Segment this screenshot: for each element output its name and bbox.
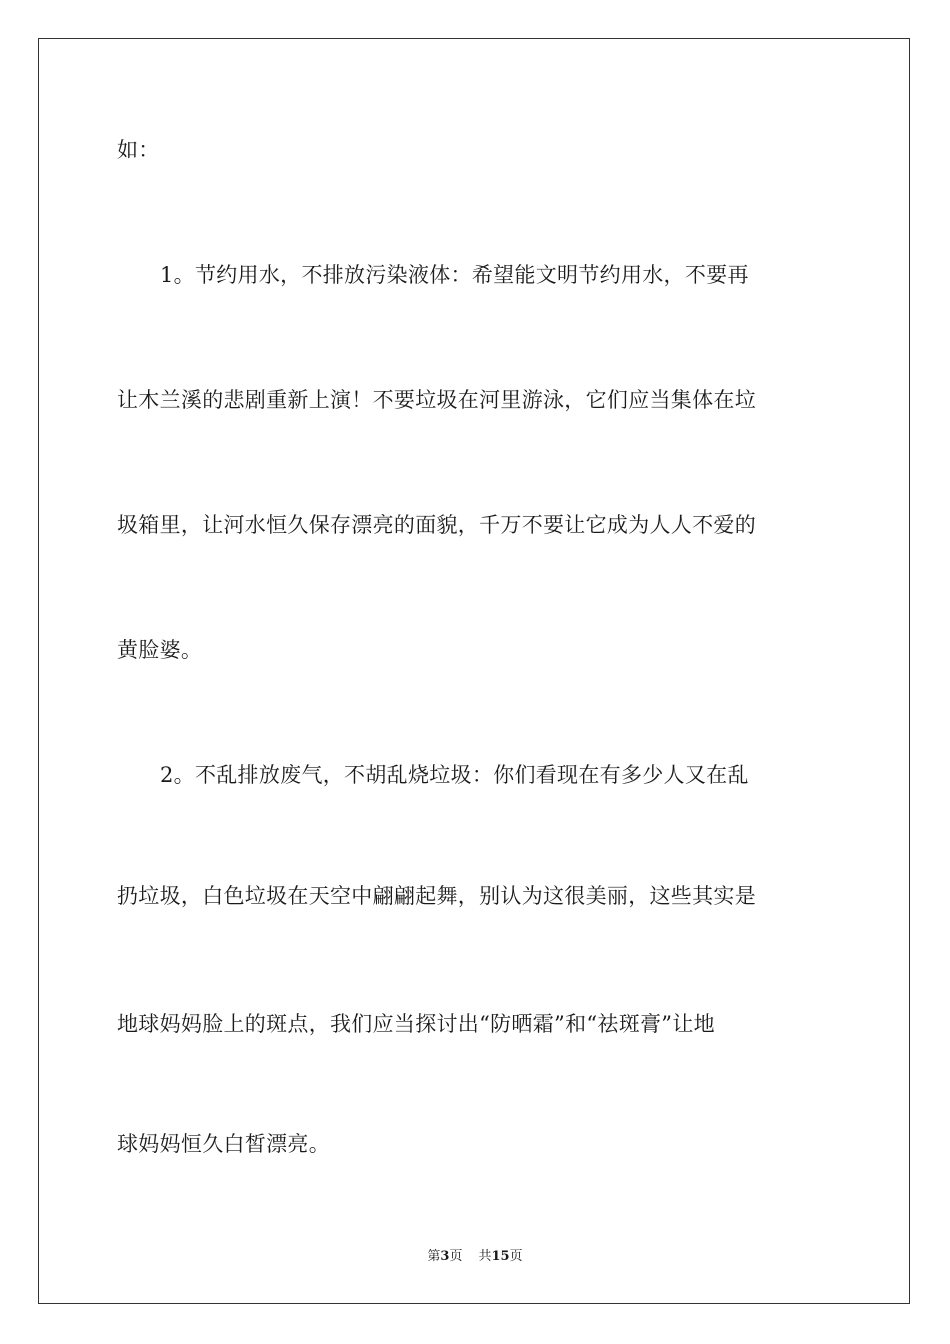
page-number: 3 [440,1249,450,1264]
paragraph-2-line-3: 地球妈妈脸上的斑点，我们应当探讨出“防晒霜”和“祛斑膏”让地 [117,1012,715,1036]
paragraph-2-line-2: 扔垃圾，白色垃圾在天空中翩翩起舞，别认为这很美丽，这些其实是 [117,884,756,908]
page-prefix: 第 [427,1249,441,1264]
paragraph-2-line-1: 2。不乱排放废气，不胡乱烧垃圾：你们看现在有多少人又在乱 [160,763,749,787]
paragraph-1-line-1: 1。节约用水，不排放污染液体：希望能文明节约用水，不要再 [160,263,749,287]
paragraph-1-line-2: 让木兰溪的悲剧重新上演！不要垃圾在河里游泳，它们应当集体在垃 [117,388,756,412]
page-suffix: 页 [449,1249,463,1264]
page-footer [0,1248,950,1266]
paragraph-1-line-3: 圾箱里，让河水恒久保存漂亮的面貌，千万不要让它成为人人不爱的 [117,513,756,537]
text-line: 如： [117,138,160,162]
total-suffix: 页 [509,1249,523,1264]
total-pages: 15 [491,1249,510,1264]
page-border [38,38,910,1304]
paragraph-1-line-4: 黄脸婆。 [117,638,203,662]
paragraph-2-line-4: 球妈妈恒久白皙漂亮。 [117,1132,330,1156]
total-prefix: 共 [478,1249,492,1264]
